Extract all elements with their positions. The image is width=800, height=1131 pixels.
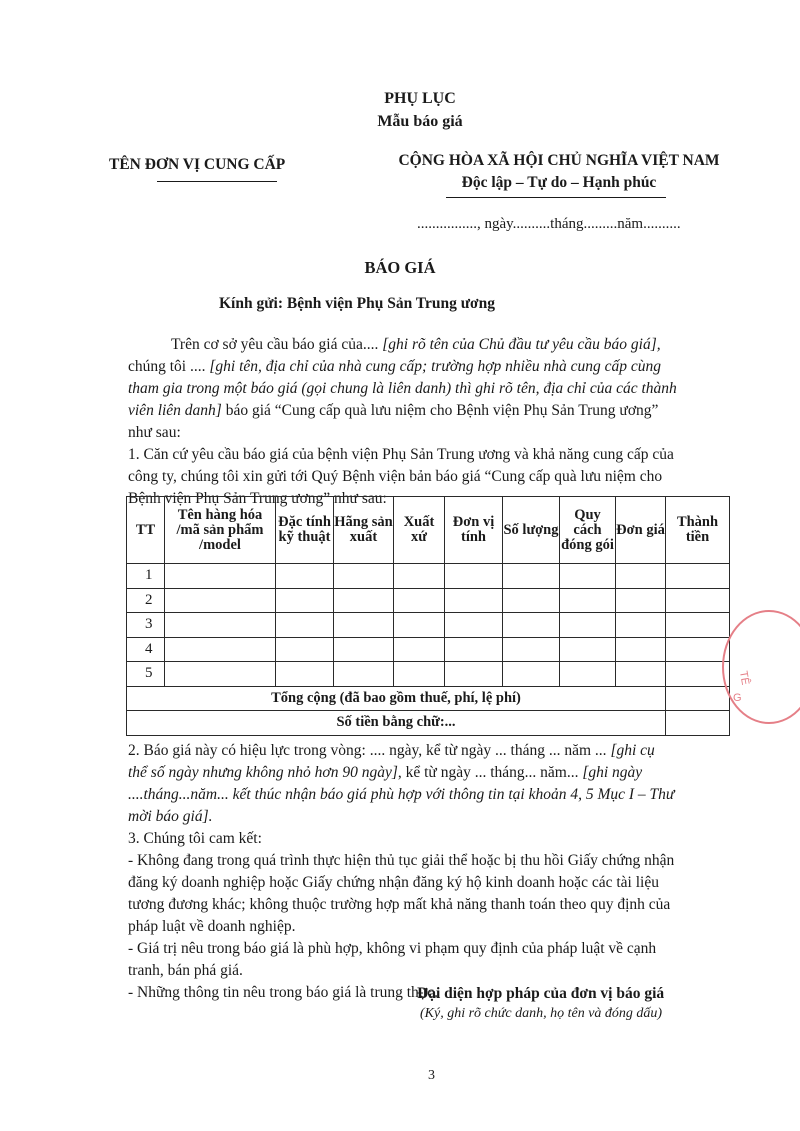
appendix-title: PHỤ LỤC [384,90,456,107]
intro-italic: [ghi rõ tên của Chủ đầu tư yêu cầu báo giá], [382,336,661,353]
date-line: ................, ngày..........tháng.........năm.......... [417,216,681,232]
item-1-line: 1. Căn cứ yêu cầu báo giá của bệnh viện Phụ Sản Trung ương và khả năng cung cấp của [128,446,674,463]
amount-in-words-row [127,711,730,736]
header-quantity: Số lượng [503,497,560,564]
row-number: 1 [127,564,165,589]
header-unit-price: Đơn giá [616,497,666,564]
header-specification: Đặc tính kỹ thuật [276,497,334,564]
table-row [127,637,730,662]
intro-italic: [ghi tên, địa chỉ của nhà cung cấp; trường hợp nhiều nhà cung cấp cùng [209,358,661,375]
item-3-line: - Những thông tin nêu trong báo giá là trung thực. [128,984,438,1001]
stamp-text: TÊ [736,670,752,686]
header-origin: Xuất xứ [394,497,445,564]
amount-in-words-label: Số tiền bằng chữ:... [127,711,666,736]
item-3-paragraph [128,828,743,1004]
item-2-italic: [ghi ngày [582,764,643,781]
republic-name: CỘNG HÒA XÃ HỘI CHỦ NGHĨA VIỆT NAM [398,152,720,169]
total-label: Tổng cộng (đã bao gồm thuế, phí, lệ phí) [127,686,666,711]
item-2-text: , kể từ ngày ... tháng... năm... [397,764,583,781]
item-3-line: tương đương khác; không thuộc trường hợp mất khả năng thanh toán theo quy định của [128,896,671,913]
item-3-line: - Giá trị nêu trong báo giá là phù hợp, không vi phạm quy định của pháp luật về cạnh [128,940,657,957]
item-3-line: tranh, bán phá giá. [128,962,243,979]
intro-italic: tham gia trong một báo giá (gọi chung là liên danh) thì ghi rõ tên, địa chỉ của các thành [128,380,677,397]
table-row [127,564,730,589]
intro-text: chúng tôi .... [128,358,210,375]
item-1-line: công ty, chúng tôi xin gửi tới Quý Bệnh viện bản báo giá “Cung cấp quà lưu niệm cho [128,468,663,485]
supplier-underline [157,181,277,182]
table-row [127,662,730,687]
item-3-line: - Không đang trong quá trình thực hiện thủ tục giải thể hoặc bị thu hồi Giấy chứng nhận [128,852,675,869]
intro-paragraph [128,334,743,444]
item-3-line: 3. Chúng tôi cam kết: [128,830,262,847]
header-unit: Đơn vị tính [445,497,503,564]
row-number: 3 [127,613,165,638]
header-manufacturer: Hãng sản xuất [334,497,394,564]
table-header-row [127,497,730,564]
table-row [127,588,730,613]
item-2-italic: ....tháng...năm... kết thúc nhận báo giá phù hợp với thông tin tại khoản 4, 5 Mục I – Thư [128,786,675,803]
header-tt: TT [127,497,165,564]
item-2-italic: thể số ngày nhưng không nhỏ hơn 90 ngày] [128,764,398,781]
item-3-line: pháp luật về doanh nghiệp. [128,918,296,935]
table-row [127,613,730,638]
stamp-text: G [733,692,742,704]
form-name: Mẫu báo giá [377,113,463,130]
quotation-table [126,496,730,736]
header-packaging: Quy cách đóng gói [560,497,616,564]
signature-title: Đại diện hợp pháp của đơn vị báo giá [417,985,665,1002]
row-number: 5 [127,662,165,687]
total-row [127,686,730,711]
intro-text: như sau: [128,424,181,441]
header-amount: Thành tiền [666,497,730,564]
row-number: 2 [127,588,165,613]
document-title: BÁO GIÁ [364,258,436,277]
item-2-paragraph [128,740,743,828]
intro-text: Trên cơ sở yêu cầu báo giá của.... [171,336,383,353]
supplier-unit: TÊN ĐƠN VỊ CUNG CẤP [109,156,286,173]
item-2-text: 2. Báo giá này có hiệu lực trong vòng: .... ngày, kể từ ngày ... tháng ... năm ... [128,742,611,759]
page-number: 3 [428,1068,435,1083]
intro-text: báo giá “Cung cấp quà lưu niệm cho Bệnh viện Phụ Sản Trung ương” [221,402,659,419]
item-3-line: đăng ký doanh nghiệp hoặc Giấy chứng nhận đăng ký hộ kinh doanh hoặc các tài liệu [128,874,659,891]
motto-underline [446,197,666,198]
national-motto: Độc lập – Tự do – Hạnh phúc [461,174,657,191]
header-product-name: Tên hàng hóa /mã sản phẩm /model [165,497,276,564]
item-2-italic: [ghi cụ [610,742,655,759]
item-2-italic: mời báo giá]. [128,808,213,825]
row-number: 4 [127,637,165,662]
intro-italic: viên liên danh] [128,402,222,419]
recipient: Kính gửi: Bệnh viện Phụ Sản Trung ương [219,295,495,312]
item-1-line: Bệnh viện Phụ Sản Trung ương” như sau: [128,490,387,507]
red-stamp [722,610,800,724]
signature-note: (Ký, ghi rõ chức danh, họ tên và đóng dấu) [420,1006,663,1021]
